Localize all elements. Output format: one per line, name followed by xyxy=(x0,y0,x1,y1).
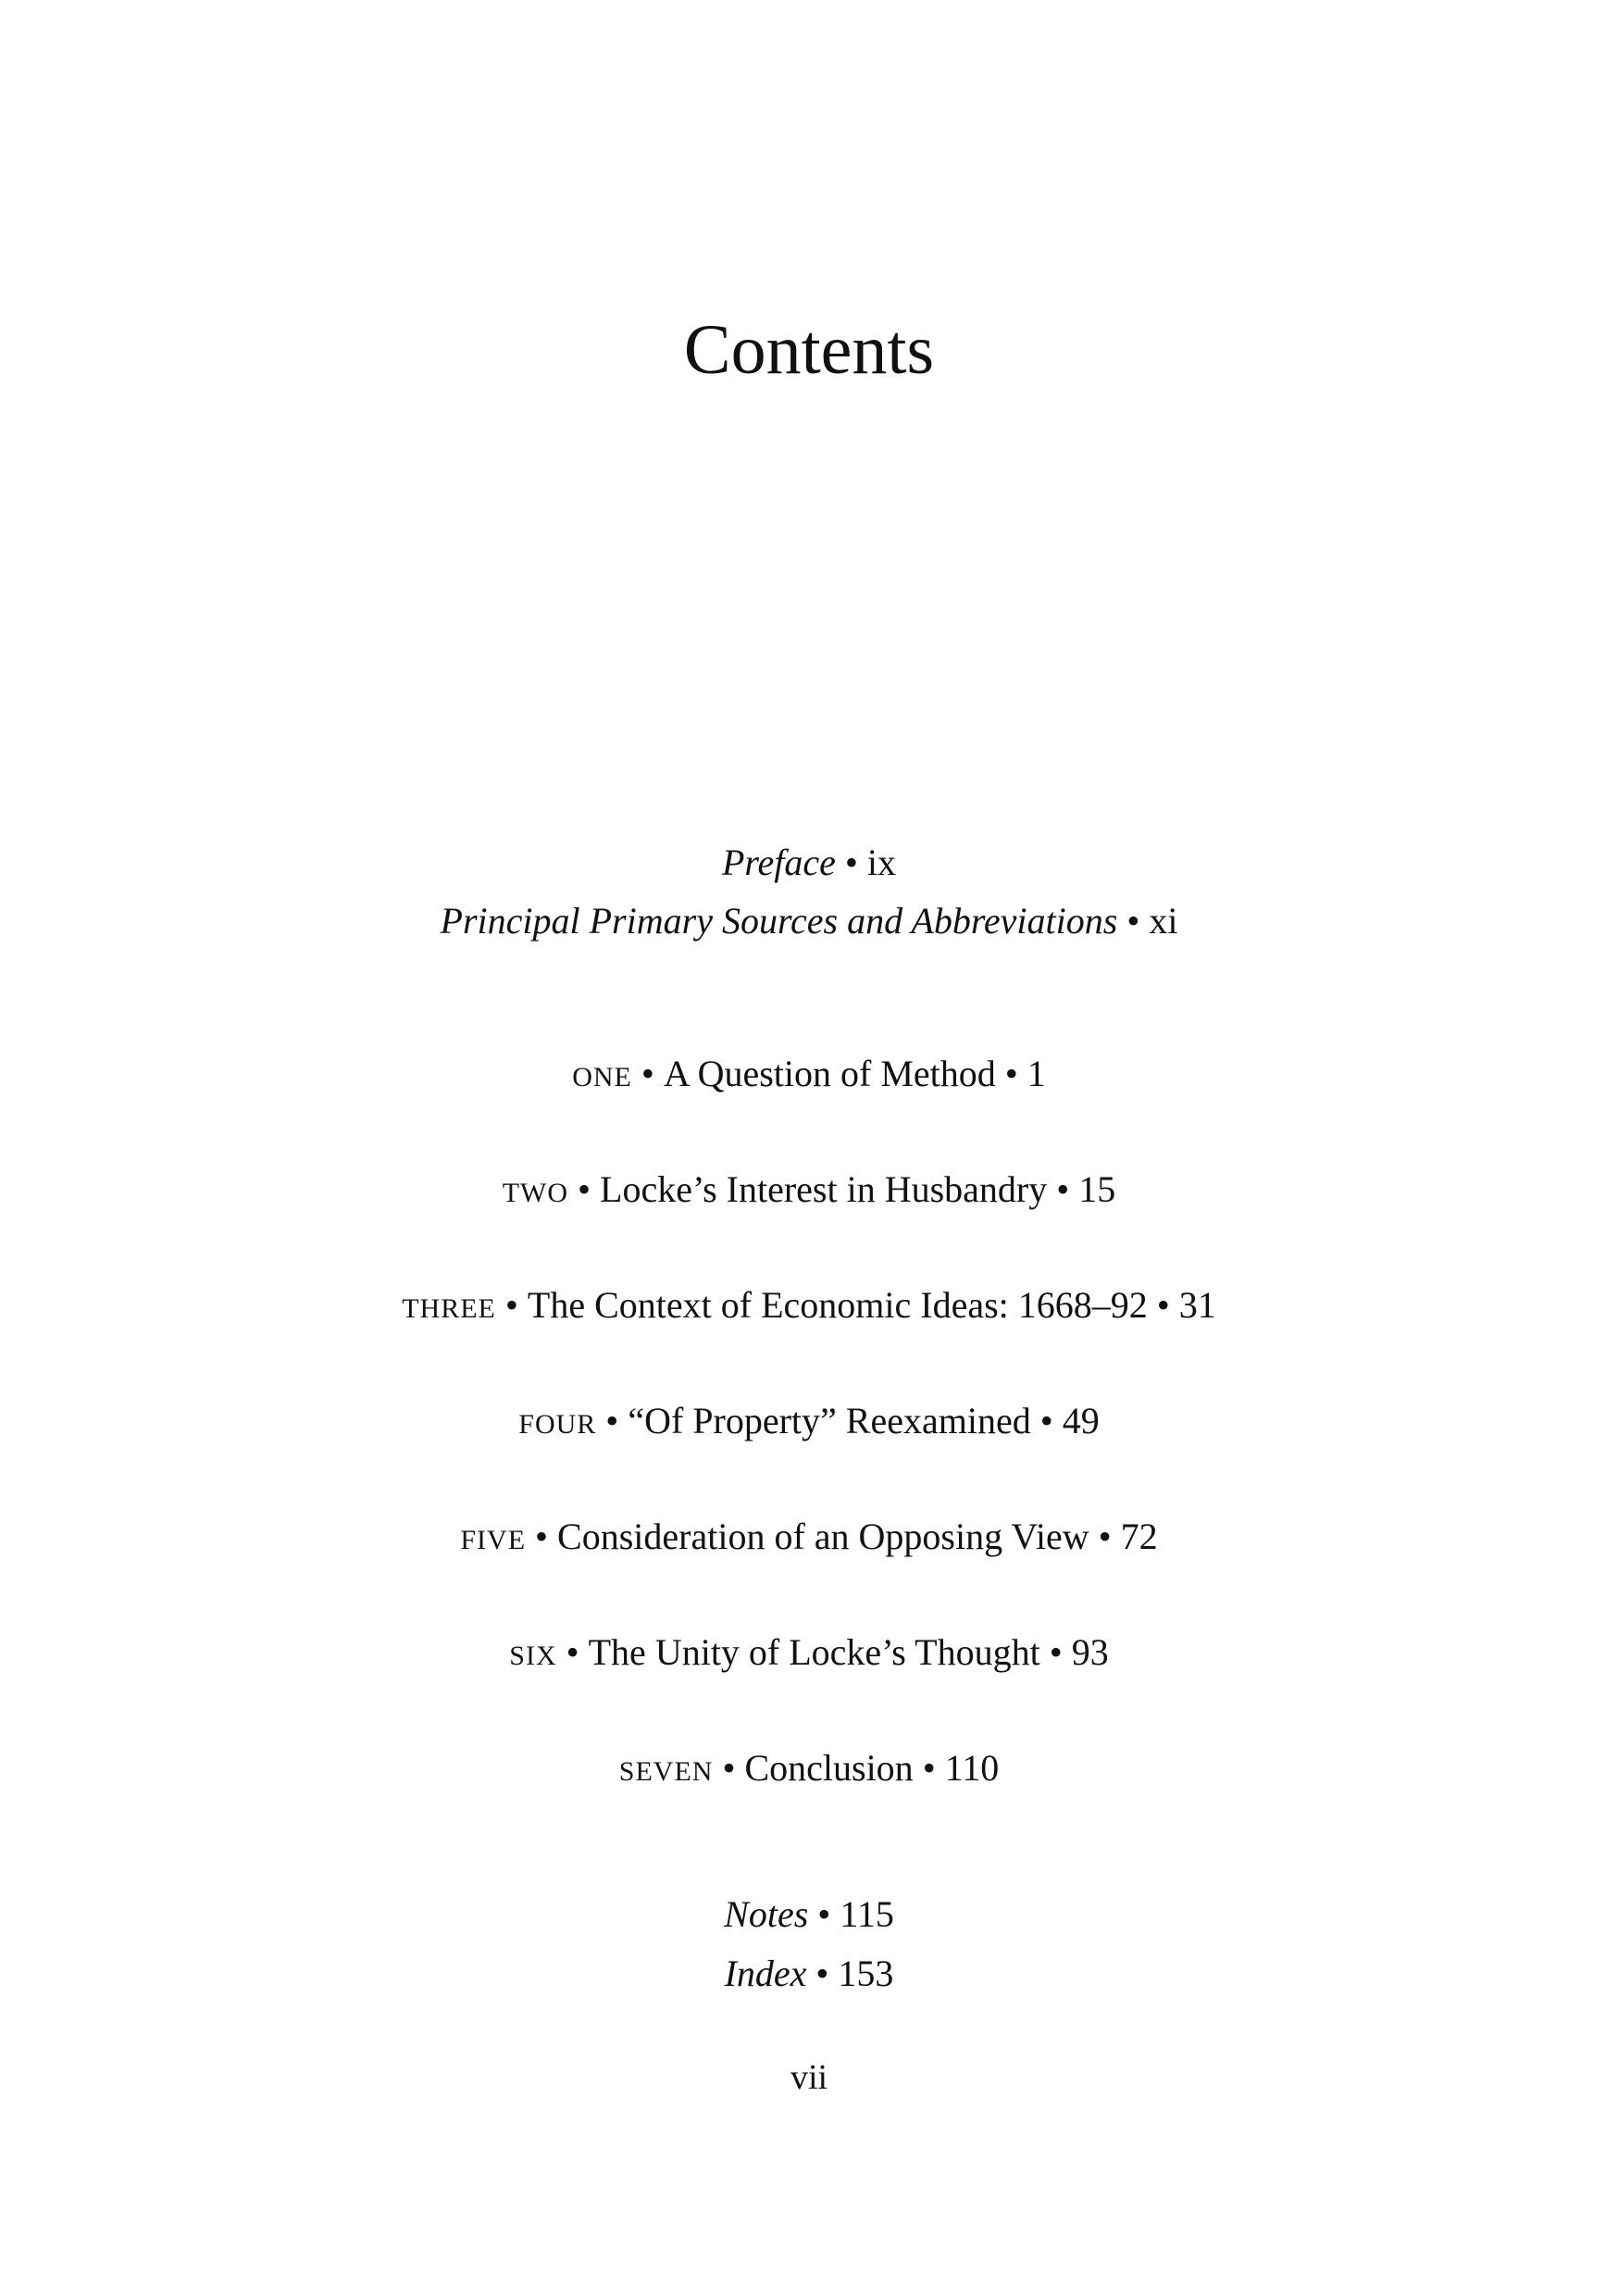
toc-entry-preface xyxy=(0,844,1618,881)
bullet-separator: • xyxy=(922,1747,936,1789)
toc-entry-index xyxy=(0,1955,1618,1992)
bullet-separator: • xyxy=(535,1516,549,1557)
bullet-separator: • xyxy=(1126,900,1140,942)
page-folio: vii xyxy=(790,2058,828,2097)
toc-entry-chapter-6 xyxy=(0,1631,1618,1673)
toc-entry-chapter-1 xyxy=(0,1055,1618,1092)
entry-title: Preface xyxy=(721,842,836,883)
toc-entry-chapter-4 xyxy=(0,1400,1618,1441)
bullet-separator: • xyxy=(504,1284,518,1326)
bullet-separator: • xyxy=(578,1168,591,1210)
bullet-separator: • xyxy=(566,1631,579,1673)
chapter-title: Consideration of an Opposing View xyxy=(557,1516,1089,1557)
entry-title: Index xyxy=(724,1953,807,1994)
entry-title: Notes xyxy=(724,1893,809,1935)
bullet-separator: • xyxy=(641,1053,654,1094)
entry-page: 49 xyxy=(1062,1400,1100,1441)
bullet-separator: • xyxy=(1004,1053,1018,1094)
toc-entry-chapter-3 xyxy=(0,1284,1618,1326)
chapter-title: The Context of Economic Ideas: 1668–92 xyxy=(527,1284,1148,1326)
chapter-number: TWO xyxy=(502,1178,569,1208)
chapter-number: THREE xyxy=(402,1293,496,1324)
chapter-title: “Of Property” Reexamined xyxy=(628,1400,1031,1441)
bullet-separator: • xyxy=(1098,1516,1112,1557)
entry-title: Principal Primary Sources and Abbreviations xyxy=(440,900,1118,942)
entry-page: 31 xyxy=(1178,1284,1216,1326)
chapter-number: FIVE xyxy=(460,1525,527,1555)
entry-page: 153 xyxy=(838,1953,894,1994)
bullet-separator: • xyxy=(1056,1168,1070,1210)
entry-page: ix xyxy=(866,842,897,883)
bullet-separator: • xyxy=(817,1893,831,1935)
chapter-title: A Question of Method xyxy=(663,1053,996,1094)
chapter-number: FOUR xyxy=(518,1409,597,1440)
bullet-separator: • xyxy=(844,842,858,883)
toc-entry-notes xyxy=(0,1893,1618,1935)
chapter-number: SIX xyxy=(509,1641,557,1671)
toc-entry-sources xyxy=(0,900,1618,942)
entry-page: 1 xyxy=(1027,1053,1046,1094)
entry-page: 93 xyxy=(1071,1631,1109,1673)
entry-page: 72 xyxy=(1120,1516,1158,1557)
toc-entry-chapter-5 xyxy=(0,1518,1618,1555)
chapter-title: Conclusion xyxy=(744,1747,914,1789)
bullet-separator: • xyxy=(605,1400,619,1441)
toc-entry-chapter-7 xyxy=(0,1747,1618,1789)
entry-page: 110 xyxy=(944,1747,1000,1789)
entry-page: 15 xyxy=(1078,1168,1116,1210)
chapter-number: ONE xyxy=(572,1062,632,1092)
bullet-separator: • xyxy=(1049,1631,1063,1673)
chapter-title: Locke’s Interest in Husbandry xyxy=(600,1168,1048,1210)
bullet-separator: • xyxy=(722,1747,736,1789)
bullet-separator: • xyxy=(815,1953,829,1994)
bullet-separator: • xyxy=(1039,1400,1053,1441)
chapter-number: SEVEN xyxy=(618,1756,714,1787)
entry-page: 115 xyxy=(840,1893,894,1935)
toc-entry-chapter-2 xyxy=(0,1168,1618,1210)
entry-page: xi xyxy=(1149,900,1178,942)
bullet-separator: • xyxy=(1156,1284,1170,1326)
page-title: Contents xyxy=(683,311,935,389)
chapter-title: The Unity of Locke’s Thought xyxy=(588,1631,1040,1673)
